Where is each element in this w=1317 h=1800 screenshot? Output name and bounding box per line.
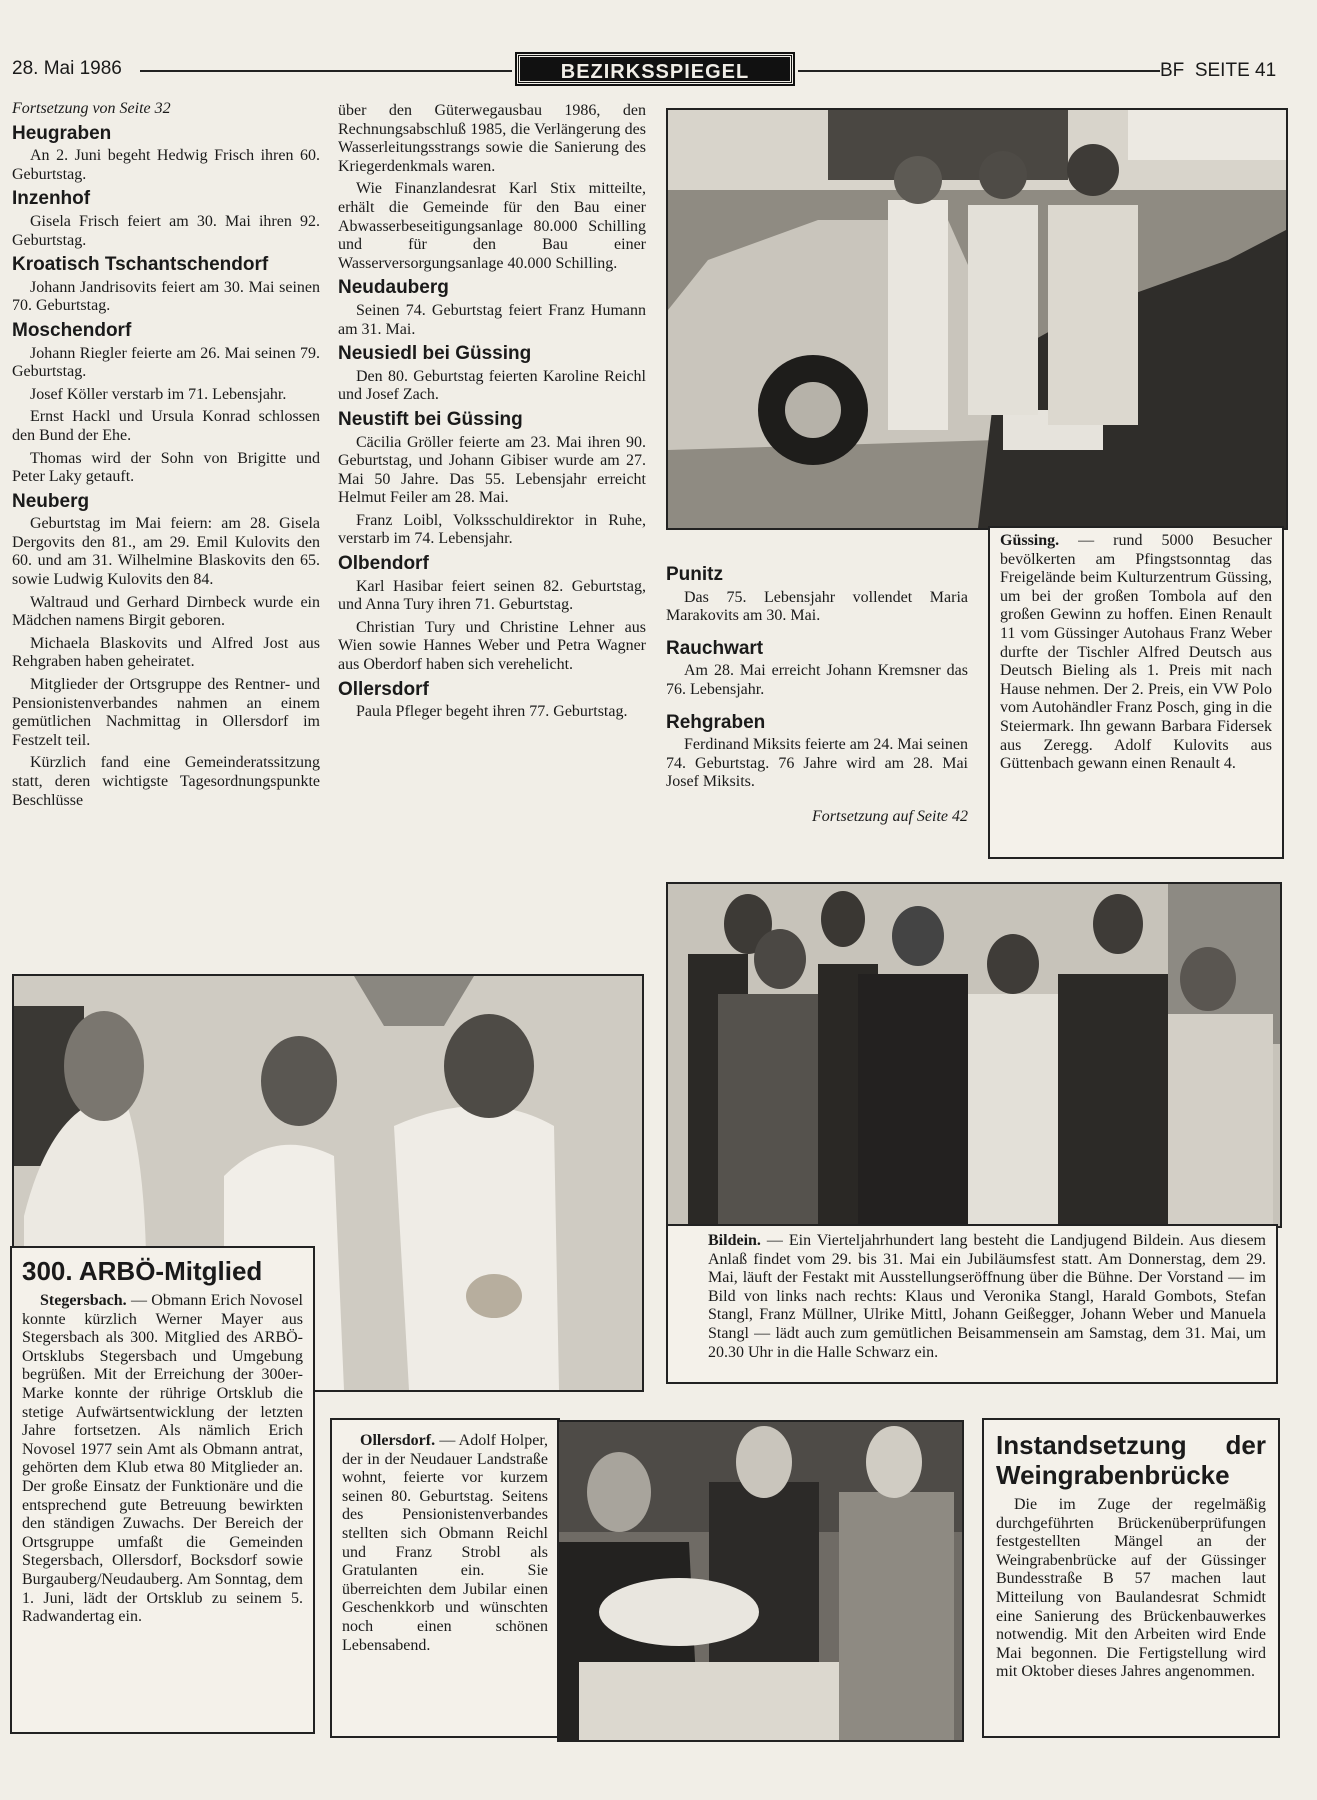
paragraph: Seinen 74. Geburtstag feiert Franz Humann am 31. Mai. [338,301,646,338]
caption-lead: Ollersdorf. [360,1432,436,1449]
bruecke-text: Die im Zuge der regelmäßig durchgeführten Brückenüberprüfungen festgestellten Mängel an der Weingrabenbrücke auf der Güssinger Bundesstraße B 57 machen laut Mitteilung von Baulandesrat Schmidt eine Sanierung des Brückenbauwerkes notwendig. Mit den Arbeiten wird Ende Mai begonnen. Die Fertigstellung wird mit Oktober dieses Jahres angenommen. [996,1496,1266,1681]
heading-rehgraben: Rehgraben [666,711,766,733]
caption-ollersdorf [330,1418,560,1738]
paragraph: Johann Jandrisovits feiert am 30. Mai seinen 70. Geburtstag. [12,278,320,315]
caption-guessing [988,526,1284,859]
paragraph: Den 80. Geburtstag feierten Karoline Reichl und Josef Zach. [338,367,646,404]
paragraph: Ferdinand Miksits feierte am 24. Mai seinen 74. Geburtstag. 76 Jahre wird am 28. Mai Josef Miksits. [666,736,968,791]
paragraph: Das 75. Lebensjahr vollendet Maria Marakovits am 30. Mai. [666,588,968,625]
paragraph: Johann Riegler feierte am 26. Mai seinen 79. Geburtstag. [12,344,320,381]
heading-inzenhof: Inzenhof [12,188,91,210]
photo-guessing-drawing [668,110,1286,528]
bruecke-article [982,1418,1280,1738]
paragraph: Waltraud und Gerhard Dirnbeck wurde ein Mädchen namens Birgit geboren. [12,593,320,630]
heading-neuberg: Neuberg [12,490,90,512]
ollersdorf-body [342,1432,548,1655]
photo-ollersdorf [557,1420,964,1742]
arboe-title: 300. ARBÖ-Mitglied [22,1256,263,1286]
caption-lead: Bildein. [708,1232,761,1249]
heading-moschendorf: Moschendorf [12,319,132,341]
heading-neusiedl: Neusiedl bei Güssing [338,343,532,365]
paragraph: An 2. Juni begeht Hedwig Frisch ihren 60. Geburtstag. [12,147,320,183]
arboe-body [22,1292,303,1627]
continued-from: Fortsetzung von Seite 32 [12,100,171,117]
heading-olbendorf: Olbendorf [338,553,429,575]
paragraph: über den Güterwegausbau 1986, den Rechnungsabschluß 1985, die Verlängerung des Wasserleitungsstrangs sowie die Sanierung des Kriegerdenkmals waren. [338,102,646,175]
paragraph: Wie Finanzlandesrat Karl Stix mitteilte, erhält die Gemeinde für den Bau einer Abwasserbeseitigungsanlage 80.000 Schilling und für den Bau einer Wasserversorgungsanlage 40.000 Schilling. [338,180,646,272]
paragraph: Ernst Hackl und Ursula Konrad schlossen den Bund der Ehe. [12,408,320,444]
masthead-page: BF SEITE 41 [1160,60,1277,81]
paragraph: Josef Köller verstarb im 71. Lebensjahr. [30,385,287,403]
column-3 [666,560,968,831]
caption-text: — Adolf Holper, der in der Neudauer Landstraße wohnt, feierte vor kurzem seinen 80. Geburtstag. Seitens des Pensionistenverbandes stellten sich Obmann Reichl und Franz Strobl als Gratulanten ein. Sie überreichten dem Jubilar einen Geschenkkorb und wünschten noch einen schönen Lebensabend. [342,1432,548,1654]
photo-bildein-drawing [668,884,1280,1226]
masthead-rule-right [798,70,1160,72]
paragraph: Kürzlich fand eine Gemeinderatssitzung statt, deren wichtigste Tagesordnungspunkte Beschlüsse [12,754,320,809]
caption-text: — Ein Vierteljahrhundert lang besteht die Landjugend Bildein. Aus diesem Anlaß findet vom 29. bis 31. Mai ein Jubiläumsfest statt. Am Donnerstag, dem 29. Mai, läuft der Festakt mit Ausstellungseröffnung über die Bühne. Der Vorstand — im Bild von links nach rechts: Klaus und Veronika Stangl, Harald Gombots, Stefan Stangl, Franz Müllner, Ulrike Mittl, Johann Geißegger, Johann Weber und Manuela Stangl — lädt auch zum gemütlichen Beisammensein am Samstag, dem 31. Mai, um 20.30 Uhr in die Halle Schwarz ein. [708,1232,1266,1361]
heading-neudauberg: Neudauberg [338,277,449,299]
heading-ollersdorf: Ollersdorf [338,678,429,700]
paragraph: Karl Hasibar feiert seinen 82. Geburtstag, und Anna Tury ihren 71. Geburtstag. [338,577,646,614]
caption-text: — rund 5000 Besucher bevölkerten am Pfingstsonntag das Freigelände beim Kulturzentrum Güssing, um bei der großen Tombola auf den großen Gewinn zu hoffen. Einen Renault 11 vom Güssinger Autohaus Franz Weber durfte der Tischler Alfred Deutsch aus Deutsch Bieling als 1. Preis mit nach Hause nehmen. Der 2. Preis, ein VW Polo vom Autohändler Franz Posch, ging in die Steiermark. Ihn gewann Barbara Fidersek aus Zeregg. Adolf Kulovits aus Güttenbach gewann einen Renault 4. [1000,532,1272,773]
masthead-rule-left [140,70,512,72]
photo-ollersdorf-drawing [559,1422,962,1740]
paragraph: Gisela Frisch feiert am 30. Mai ihren 92. Geburtstag. [12,212,320,249]
paragraph: Christian Tury und Christine Lehner aus Wien sowie Hannes Weber und Petra Wagner aus Oberdorf haben sich verehelicht. [338,618,646,674]
masthead-date: 28. Mai 1986 [12,58,122,79]
heading-rauchwart: Rauchwart [666,637,764,659]
column-1 [12,100,320,814]
caption-lead: Güssing. [1000,532,1060,549]
heading-punitz: Punitz [666,564,723,585]
photo-guessing-cars [666,108,1288,530]
arboe-text: — Obmann Erich Novosel konnte kürzlich Werner Mayer aus Stegersbach als 300. Mitglied des ARBÖ-Ortsklubs Stegersbach und Umgebung begrüßen. Mit der Erreichung der 300er-Marke konnte der rührige Ortsklub die stetige Aufwärtsentwicklung der letzten Jahre fortsetzen. Als nämlich Erich Novosel 1977 sein Amt als Obmann antrat, gehörten dem Klub etwa 80 Mitglieder an. Der große Einsatz der Funktionäre und die entsprechend gute Betreuung bewirkten den ständigen Zuwachs. Der Bereich der Ortsgruppe umfaßt die Gemeinden Stegersbach, Ollersdorf, Bocksdorf sowie Burgauberg/Neudauberg. Am Sonntag, dem 1. Juni, lädt der Ortsklub zu seinem 5. Radwandertag ein. [22,1292,303,1626]
paragraph: Am 28. Mai erreicht Johann Kremsner das 76. Lebensjahr. [666,662,968,698]
paragraph: Geburtstag im Mai feiern: am 28. Gisela Dergovits den 81., am 29. Emil Kulovits den 60. und am 31. Wilhelmine Blaskovits den 65. sowie Ludwig Kulovits den 84. [12,515,320,589]
paragraph: Thomas wird der Sohn von Brigitte und Peter Laky getauft. [12,449,320,486]
bruecke-title: Instandsetzung der Weingrabenbrücke [996,1430,1266,1490]
paragraph: Mitglieder der Ortsgruppe des Rentner- und Pensionistenverbandes nahmen an einem gemütlichen Nachmittag in Ollersdorf im Festzelt teil. [12,676,320,749]
paragraph: Paula Pfleger begeht ihren 77. Geburtstag. [356,703,628,721]
arboe-article [10,1246,315,1734]
paragraph: Cäcilia Gröller feierte am 23. Mai ihren 90. Geburtstag, und Johann Gibiser wurde am 27. Mai 50 Jahre. Das 55. Lebensjahr erreicht Helmut Feiler am 28. Mai. [338,433,646,507]
continued-on: Fortsetzung auf Seite 42 [812,807,968,825]
column-2 [338,102,646,726]
paragraph: Michaela Blaskovits und Alfred Jost aus Rehgraben haben geheiratet. [12,634,320,671]
photo-bildein [666,882,1282,1228]
heading-heugraben: Heugraben [12,122,112,144]
paragraph: Franz Loibl, Volksschuldirektor in Ruhe, verstarb im 74. Lebensjahr. [338,511,646,548]
heading-kroatisch: Kroatisch Tschantschendorf [12,254,269,276]
heading-neustift: Neustift bei Güssing [338,408,523,430]
arboe-lead: Stegersbach. [40,1292,127,1309]
caption-bildein [666,1224,1278,1384]
masthead-section: BEZIRKSSPIEGEL [517,54,793,84]
